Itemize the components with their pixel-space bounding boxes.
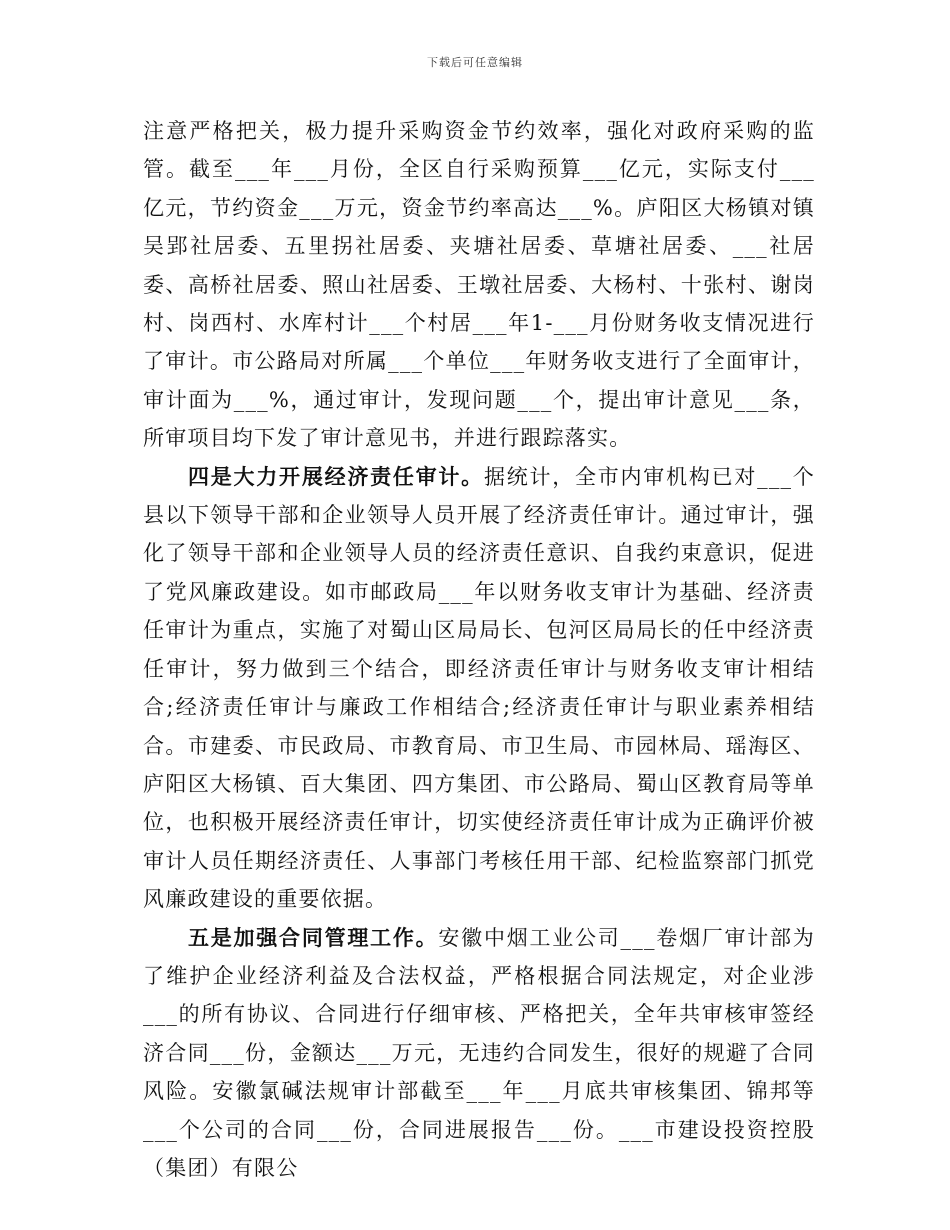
paragraph-contract-management <box>143 919 815 1188</box>
paragraph-text: 据统计，全市内审机构已对___个县以下领导干部和企业领导人员开展了经济责任审计。通过审计，强化了领导干部和企业领导人员的经济责任意识、自我约束意识，促进了党风廉政建设。如市邮政局___年以财务收支审计为基础、经济责任审计为重点，实施了对蜀山区局局长、包河区局局长的任中经济责任审计，努力做到三个结合，即经济责任审计与财务收支审计相结合;经济责任审计与廉政工作相结合;经济责任审计与职业素养相结合。市建委、市民政局、市教育局、市卫生局、市园林局、瑶海区、庐阳区大杨镇、百大集团、四方集团、市公路局、蜀山区教育局等单位，也积极开展经济责任审计，切实使经济责任审计成为正确评价被审计人员任期经济责任、人事部门考核任用干部、纪检监察部门抓党风廉政建设的重要依据。 <box>143 464 815 912</box>
paragraph-text: 安徽中烟工业公司___卷烟厂审计部为了维护企业经济利益及合法权益，严格根据合同法规定，对企业涉___的所有协议、合同进行仔细审核、严格把关，全年共审核审签经济合同___份，金额达___万元，无违约合同发生，很好的规避了合同风险。安徽氯碱法规审计部截至___年___月底共审核集团、锦邦等___个公司的合同___份，合同进展报告___份。___市建设投资控股（集团）有限公 <box>143 925 815 1180</box>
paragraph-lead-heading: 五是加强合同管理工作。 <box>188 924 439 950</box>
paragraph-procurement-audit <box>143 112 815 458</box>
paragraph-economic-responsibility-audit <box>143 458 815 919</box>
page-header-note: 下载后可任意编辑 <box>427 56 523 69</box>
paragraph-text: 注意严格把关，极力提升采购资金节约效率，强化对政府采购的监管。截至___年___月份，全区自行采购预算___亿元，实际支付___亿元，节约资金___万元，资金节约率高达___%。庐阳区大杨镇对镇吴郢社居委、五里拐社居委、夹塘社居委、草塘社居委、___社居委、高桥社居委、照山社居委、王墩社居委、大杨村、十张村、谢岗村、岗西村、水库村计___个村居___年1-___月份财务收支情况进行了审计。市公路局对所属___个单位___年财务收支进行了全面审计，审计面为___%，通过审计，发现问题___个，提出审计意见___条，所审项目均下发了审计意见书，并进行跟踪落实。 <box>143 119 815 451</box>
document-body <box>143 112 815 1187</box>
paragraph-lead-heading: 四是大力开展经济责任审计。 <box>188 463 484 489</box>
